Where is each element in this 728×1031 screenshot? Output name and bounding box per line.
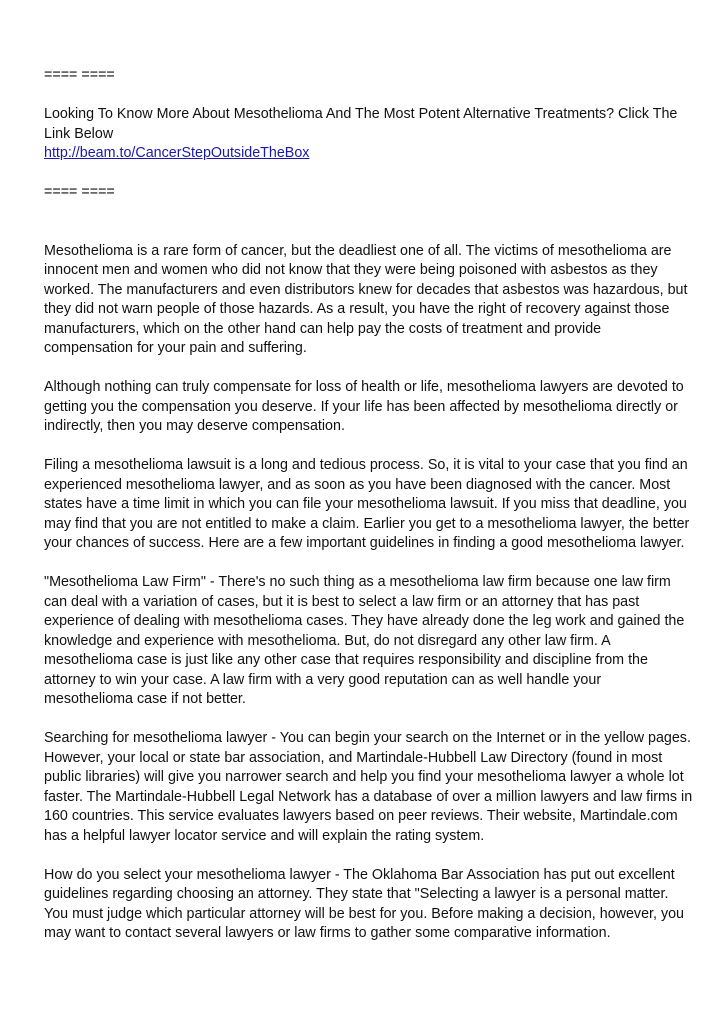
spacer: [44, 164, 694, 184]
promo-link[interactable]: http://beam.to/CancerStepOutsideTheBox: [44, 145, 310, 161]
spacer: [44, 437, 694, 457]
spacer: [44, 203, 694, 242]
paragraph-4: "Mesothelioma Law Firm" - There's no such thing as a mesothelioma law firm because one law firm can deal with a variation of cases, but it is best to select a law firm or an attorney that has past experience of dealing with mesothelioma cases. They have already done the leg work and gained the knowledge and experience with mesothelioma. But, do not disregard any other law firm. A mesothelioma case is just like any other case that requires responsibility and discipline from the attorney to win your case. A law firm with a very good reputation can as well handle your mesothelioma case if not better.: [44, 574, 685, 707]
intro-text: Looking To Know More About Mesothelioma And The Most Potent Alternative Treatments? Click The Link Below: [44, 106, 678, 142]
spacer: [44, 359, 694, 379]
paragraph-2: Although nothing can truly compensate for loss of health or life, mesothelioma lawyers are devoted to getting you the compensation you deserve. If your life has been affected by mesothelioma directly or indirectly, then you may deserve compensation.: [44, 379, 684, 434]
paragraph-5: Searching for mesothelioma lawyer - You can begin your search on the Internet or in the yellow pages. However, your local or state bar association, and Martindale-Hubbell Law Directory (found in most public libraries) will give you narrower search and help you find your mesothelioma lawyer a whole lot faster. The Martindale-Hubbell Legal Network has a database of over a million lawyers and law firms in 160 countries. This service evaluates lawyers based on peer reviews. Their website, Martindale.com has a helpful lawyer locator service and will explain the rating system.: [44, 730, 693, 844]
separator-bottom: ==== ====: [44, 184, 115, 200]
spacer: [44, 846, 694, 866]
separator-top: ==== ====: [44, 67, 115, 83]
spacer: [44, 710, 694, 730]
document-page: [44, 66, 694, 944]
paragraph-1: Mesothelioma is a rare form of cancer, but the deadliest one of all. The victims of mesothelioma are innocent men and women who did not know that they were being poisoned with asbestos as they worked. The manufacturers and even distributors knew for decades that asbestos was hazardous, but they did not warn people of those hazards. As a result, you have the right of recovery against those manufacturers, which on the other hand can help pay the costs of treatment and provide compensation for your pain and suffering.: [44, 242, 688, 356]
paragraph-6: How do you select your mesothelioma lawyer - The Oklahoma Bar Association has put out excellent guidelines regarding choosing an attorney. They state that "Selecting a lawyer is a personal matter. You must judge which particular attorney will be best for you. Before making a decision, however, you may want to contact several lawyers or law firms to gather some comparative information.: [44, 866, 685, 941]
spacer: [44, 86, 694, 106]
spacer: [44, 554, 694, 574]
paragraph-3: Filing a mesothelioma lawsuit is a long and tedious process. So, it is vital to your case that you find an experienced mesothelioma lawyer, and as soon as you have been diagnosed with the cancer. Most states have a time limit in which you can file your mesothelioma lawsuit. If you miss that deadline, you may find that you are not entitled to make a claim. Earlier you get to a mesothelioma lawyer, the better your chances of success. Here are a few important guidelines in finding a good mesothelioma lawyer.: [44, 457, 690, 551]
intro-block: [44, 105, 694, 164]
